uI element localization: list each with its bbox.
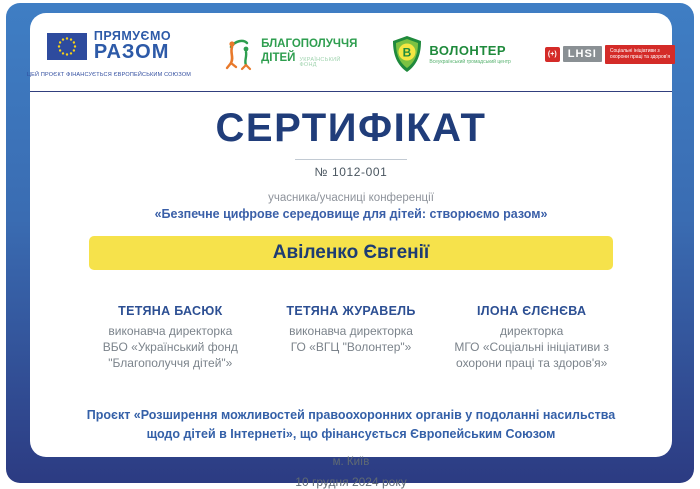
eu-logo-text <box>94 30 171 63</box>
volunteer-shield-icon <box>391 35 423 73</box>
eu-logo-line1: ПРЯМУЄМО <box>93 28 172 43</box>
lhsi-mark-icon: (+) <box>545 47 560 62</box>
lhsi-logo <box>545 45 675 64</box>
eu-funding-note: ЦЕЙ ПРОЄКТ ФІНАНСУЄТЬСЯ ЄВРОПЕЙСЬКИМ СОЮЗОМ <box>26 72 192 79</box>
child-wellbeing-line1: БЛАГОПОЛУЧЧЯ <box>261 38 358 51</box>
recipient-name: Авіленко Євгенії <box>272 242 430 263</box>
recipient-line: учасника/учасниці конференції <box>268 192 434 204</box>
svg-text:В: В <box>403 45 412 60</box>
project-line1: Проєкт «Розширення можливостей правоохоронних органів у подоланні насильства <box>86 407 616 422</box>
signatory-org-line1: ГО «ВГЦ "Волонтер"» <box>290 340 412 355</box>
signatories-row <box>30 304 672 372</box>
signatory-org-line2: "Благополуччя дітей"» <box>108 356 233 371</box>
signatory-name: ТЕТЯНА ЖУРАВЕЛЬ <box>286 304 416 318</box>
date: 10 грудня 2024 року <box>295 475 407 489</box>
city: м. Київ <box>332 456 370 469</box>
signatory-role: виконавча директорка <box>289 324 413 338</box>
certificate-card <box>26 13 672 489</box>
project-funding-note <box>30 406 672 445</box>
header-divider <box>30 91 672 92</box>
certificate-number: № 1012-001 <box>314 165 388 179</box>
certificate-title: СЕРТИФІКАТ <box>215 106 487 150</box>
eu-logo-line2: РАЗОМ <box>93 41 170 64</box>
conference-name: «Безпечне цифрове середовище для дітей: створюємо разом» <box>154 207 548 221</box>
signatory-role: виконавча директорка <box>108 324 233 338</box>
eu-flag-icon <box>47 33 87 60</box>
signatory-org-line1: МГО «Соціальні ініціативи з <box>454 340 609 355</box>
volunteer-subtitle: Всеукраїнський громадський центр <box>429 58 511 65</box>
volunteer-logo-text <box>429 44 510 65</box>
child-wellbeing-subtitle: УКРАЇНСЬКИЙ ФОНД <box>299 56 341 69</box>
eu-logo <box>27 30 191 79</box>
signatory-name: ІЛОНА ЄЛЄНЄВА <box>477 304 587 318</box>
child-wellbeing-line2: ДІТЕЙ <box>261 51 296 64</box>
child-wellbeing-logo <box>225 37 357 71</box>
child-wellbeing-figures-icon <box>225 37 255 71</box>
lhsi-description <box>605 45 675 64</box>
signatory-zhuravel <box>261 304 442 372</box>
number-divider <box>295 159 407 160</box>
project-line2: щодо дітей в Інтернеті», що фінансується Європейським Союзом <box>146 426 556 441</box>
partner-logos <box>26 13 672 91</box>
signatory-org-line1: ВБО «Український фонд <box>102 340 238 355</box>
signatory-yelienieva <box>441 304 622 372</box>
lhsi-desc-line2: охорони праці та здоров'я <box>609 54 671 60</box>
signatory-role: директорка <box>500 324 564 338</box>
volunteer-name: ВОЛОНТЕР <box>429 42 507 58</box>
volunteer-logo <box>391 35 510 73</box>
certificate-frame <box>6 3 694 489</box>
lhsi-abbr: LHSI <box>563 46 602 62</box>
lhsi-desc-line1: Соціальні ініціативи з <box>609 47 660 54</box>
signatory-name: ТЕТЯНА БАСЮК <box>118 304 223 318</box>
recipient-name-banner <box>89 236 613 270</box>
signatory-org-line2: охорони праці та здоров'я» <box>456 356 608 371</box>
signatory-basiuk <box>80 304 261 372</box>
child-wellbeing-logo-text <box>261 39 357 69</box>
